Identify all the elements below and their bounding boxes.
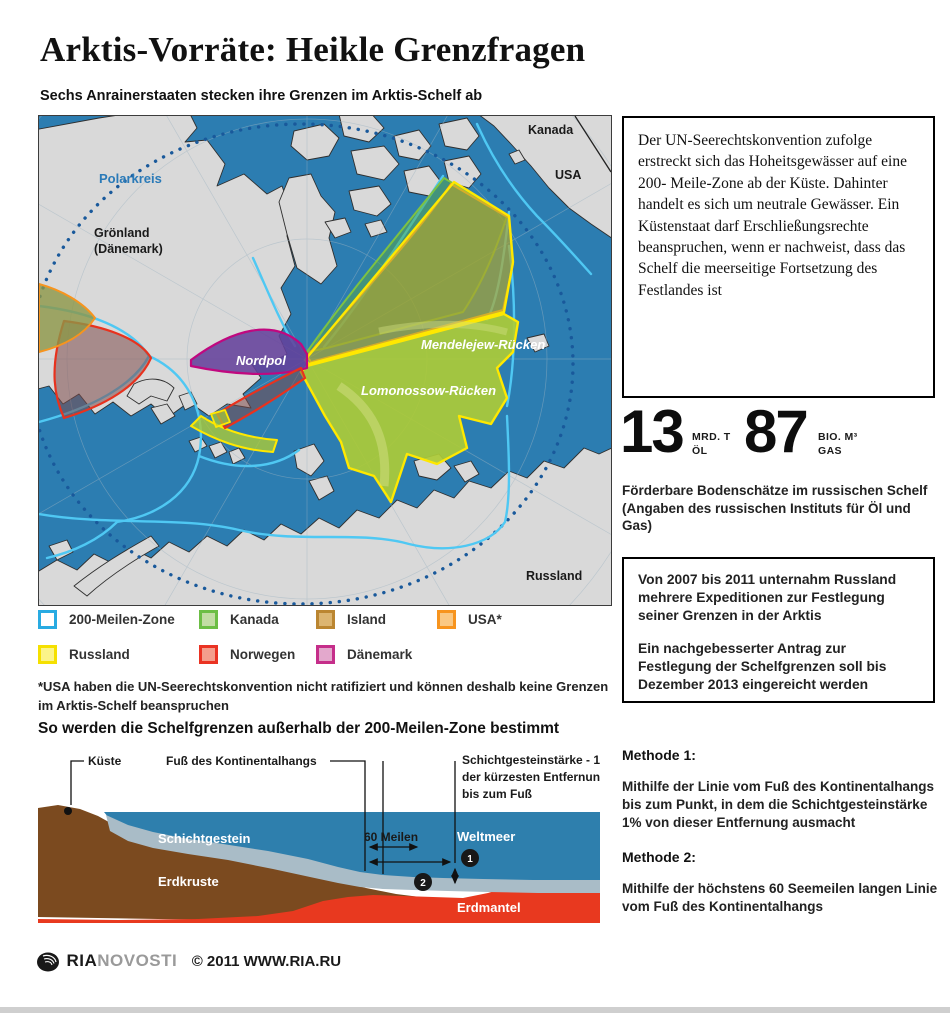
resource-stats (620, 398, 935, 466)
coast-dot (64, 807, 72, 815)
arctic-map (38, 115, 612, 606)
map-label-polarkreis: Polarkreis (99, 171, 162, 186)
footer (36, 950, 536, 980)
kueste-label: Küste (88, 754, 122, 768)
copyright: © 2011 WWW.RIA.RU (191, 953, 342, 971)
legend-swatch-island (316, 610, 335, 629)
unclos-infobox: Der UN-Seerechtskonvention zufolge erstreckt sich das Hoheitsgewässer auf eine 200- Meile-Zone ab der Küste. Dahinter handelt es sich um neutrale Gewässer. Ein Küstenstaat darf Erschließungsrechte beanspruchen, wenn er nachweist, dass das Schelf die meerseitige Fortsetzung des Festlandes ist (622, 116, 935, 398)
erdmantel-label: Erdmantel (457, 900, 521, 915)
legend-item-russland: Russland (38, 645, 130, 665)
methode-2-text: Mithilfe der höchstens 60 Seemeilen langen Linie vom Fuß des Kontinentalhangs (622, 881, 938, 915)
svg-text:2: 2 (420, 878, 426, 889)
methode-1-text: Mithilfe der Linie vom Fuß des Kontinentalhangs bis zum Punkt, in dem die Schichtgesteinstärke 1% von dieser Entfernung ausmacht (622, 779, 935, 831)
map-label-mendelejew: Mendelejew-Rücken (421, 337, 546, 352)
expedition-paragraph-1: Von 2007 bis 2011 unternahm Russland mehrere Expeditionen zur Festlegung seiner Grenzen in der Arktis (638, 572, 897, 624)
fuss-label: Fuß des Kontinentalhangs (166, 754, 317, 768)
legend-item-kanada: Kanada (199, 610, 279, 630)
legend-item-200-meilen-zone: 200-Meilen-Zone (38, 610, 175, 630)
legend-swatch-kanada (199, 610, 218, 629)
legend-item-usa: USA* (437, 610, 502, 630)
expedition-infobox (622, 557, 935, 703)
stat-gas-unit: BIO. M³ GAS (818, 431, 858, 457)
shelf-cross-section (38, 745, 600, 930)
map-label-kanada: Kanada (528, 123, 574, 137)
methods-block (622, 746, 940, 932)
map-label-nordpol: Nordpol (236, 353, 286, 368)
badge-2 (414, 873, 432, 891)
stats-caption: Förderbare Bodenschätze im russischen Schelf (Angaben des russischen Instituts für Öl und Gas) (622, 483, 928, 534)
schicht-label-3: bis zum Fuß (462, 787, 532, 801)
map-label-usa: USA (555, 168, 582, 182)
map-label-lomonossow: Lomonossow-Rücken (361, 383, 497, 398)
legend-swatch-norwegen (199, 645, 218, 664)
stat-oil-value: 13 (620, 398, 683, 465)
schichtgestein-label: Schichtgestein (158, 831, 251, 846)
schicht-label-2: der kürzesten Entfernung (462, 770, 600, 784)
legend-item-island: Island (316, 610, 386, 630)
legend-swatch-russland (38, 645, 57, 664)
legend-item-norwegen: Norwegen (199, 645, 295, 665)
usa-footnote: *USA haben die UN-Seerechtskonvention nicht ratifiziert und können deshalb keine Grenzen im Arktis-Schelf beanspruchen (38, 679, 609, 713)
stat-oil-unit: MRD. T ÖL (692, 431, 731, 457)
legend-item-daenemark: Dänemark (316, 645, 412, 665)
ria-novosti-logo-icon (36, 950, 62, 974)
erdkruste-label: Erdkruste (158, 874, 219, 889)
svg-text:1: 1 (467, 854, 473, 865)
section2-heading: So werden die Schelfgrenzen außerhalb der 200-Meilen-Zone bestimmt (38, 720, 560, 737)
cross-section-svg (38, 745, 600, 930)
weltmeer-label: Weltmeer (457, 829, 516, 844)
legend-swatch-200-meilen-zone (38, 610, 57, 629)
expedition-paragraph-2: Ein nachgebesserter Antrag zur Festlegung der Schelfgrenzen soll bis Dezember 2013 eingereicht werden (638, 640, 887, 693)
arctic-map-svg (39, 116, 611, 605)
methode-2-title: Methode 2: (622, 848, 696, 865)
page-title: Arktis-Vorräte: Heikle Grenzfragen (40, 30, 586, 69)
schicht-label-1: Schichtgesteinstärke - 1% (462, 753, 600, 767)
page-subtitle: Sechs Anrainerstaaten stecken ihre Grenzen im Arktis-Schelf ab (40, 88, 483, 104)
brand-ria: RIA (66, 951, 98, 971)
map-label-russland: Russland (526, 569, 583, 583)
brand-novosti: NOVOSTI (97, 951, 178, 971)
badge-1 (461, 849, 479, 867)
meilen-label: 60 Meilen (364, 830, 419, 844)
stat-gas-value: 87 (744, 398, 807, 465)
map-label-groenland-2: (Dänemark) (94, 242, 163, 256)
legend-swatch-usa (437, 610, 456, 629)
methode-1-title: Methode 1: (622, 747, 696, 763)
map-label-groenland: Grönland (94, 226, 150, 240)
legend-swatch-daenemark (316, 645, 335, 664)
bottom-bar (0, 1007, 950, 1013)
